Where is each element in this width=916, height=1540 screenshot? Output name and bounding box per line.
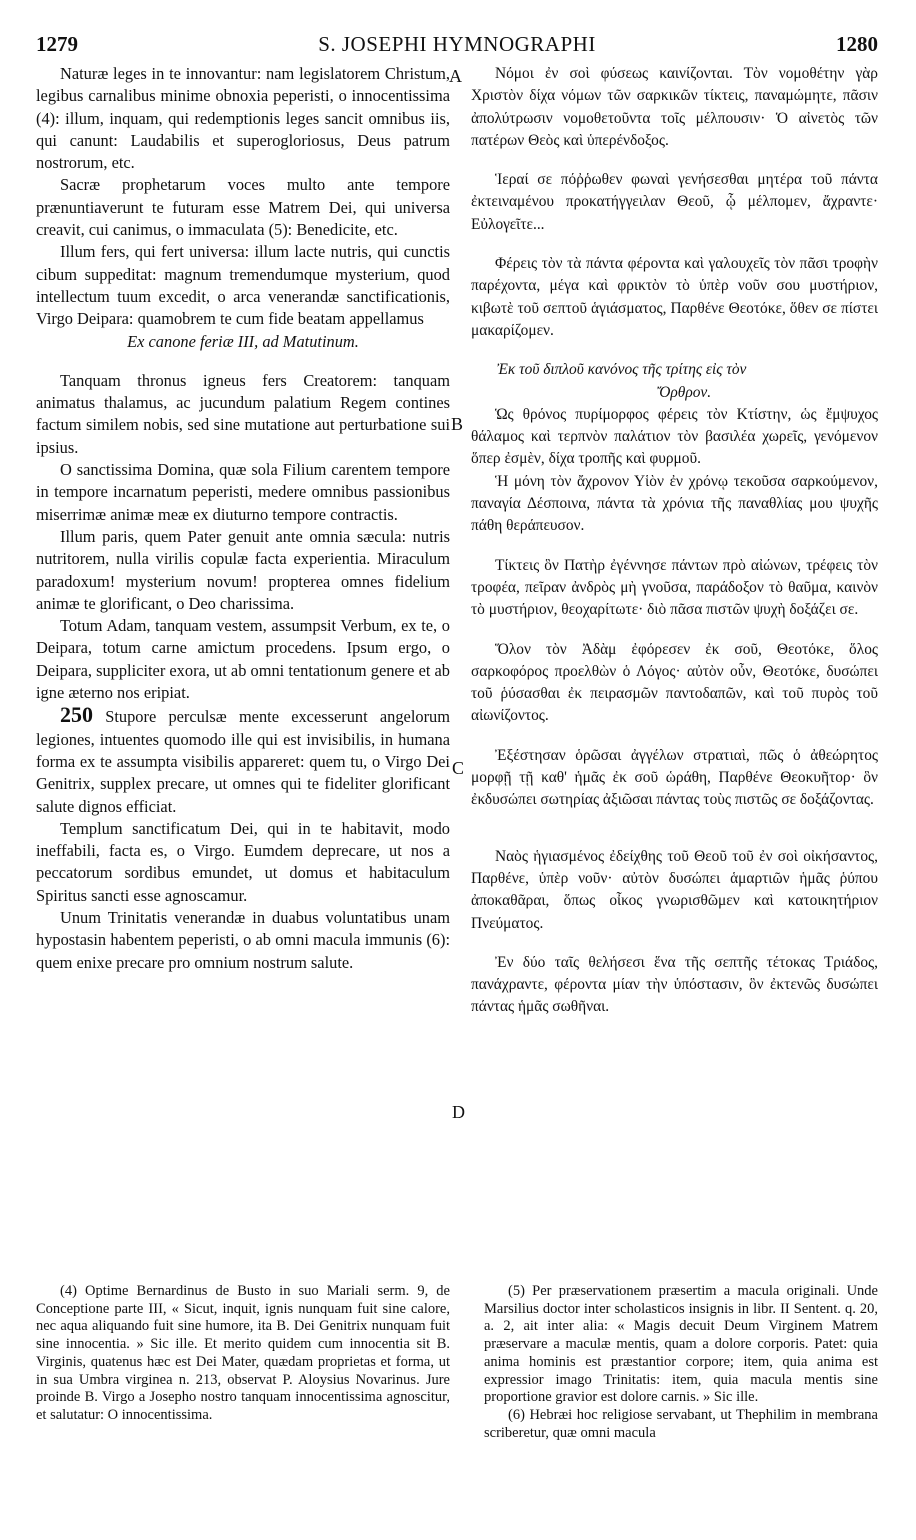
page-number-right: 1280 [836, 32, 878, 56]
latin-paragraph: O sanctissima Domina, quæ sola Filium carentem tempore in tempore incarnatum peperisti, medere omnibus passionibus miserrimæ animæ meæ ex diuturno tempore contractis. [36, 460, 450, 524]
greek-paragraph: Ἐν δύο ταῖς θελήσεσι ἕνα τῆς σεπτῆς τέτοκας Τριάδος, πανάχραντε, φέροντα μίαν τὴν ὑπόστασιν, ὃν ἐκτενῶς δυσώπει πάντας ἡμᾶς σωθῆναι. [471, 953, 878, 1016]
running-title: S. JOSEPHI HYMNOGRAPHI [318, 32, 596, 56]
greek-paragraph: Τίκτεις ὃν Πατὴρ ἐγέννησε πάντων πρὸ αἰώνων, τρέφεις τὸν τροφέα, πεῖραν ἀνδρὸς μὴ γνοῦσα, παράδοξον τὸ θαῦμα, καινὸν τὸ μυστήριον, θεοχαρίτωτε· διὸ πᾶσα πιστῶν ψυχὴ δοξάζει σε. [471, 556, 878, 619]
greek-paragraph: Φέρεις τὸν τὰ πάντα φέροντα καὶ γαλουχεῖς τὸν πᾶσι τροφὴν παρέχοντα, μέγα καὶ φρικτὸν τὸ ὑπὲρ νοῦν σου μυστήριον, κιβωτὲ τοῦ σεπτοῦ ἁγιάσματος, Παρθένε Θεοτόκε, ὅθεν σε πίστει μακαρίζομεν. [471, 255, 878, 339]
margin-letter-d: D [452, 1102, 465, 1122]
latin-section-heading: Ex canone feriæ III, ad Matutinum. [127, 331, 359, 351]
footnote: (4) Optime Bernardinus de Busto in suo Mariali serm. 9, de Conceptione parte III, « Sicut, inquit, ignis nunquam fuit sine calore, nec aqua aliquando fuit sine humore, ita B. Dei Genitrix nunquam fuit sine innocentia. » Sic ille. Et merito quidem cum innocentia sit B. Virginis, quatenus hæc est Dei Mater, quædam proprietas et forma, ut in sua Umbra virginea n. 213, observat P. Aloysius Novarinus. Jure proinde B. Virgo a Josepho nostro tanquam innocentissima agnoscitur, et salutatur: O innocentissima. [36, 1283, 450, 1423]
footnote: (6) Hebræi hoc religiose servabant, ut Thephilim in membrana scriberetur, quæ omni macula [484, 1406, 878, 1441]
latin-column [36, 63, 450, 974]
section-number: 250 [60, 702, 93, 728]
footnotes-right [484, 1283, 878, 1442]
page-number-left: 1279 [36, 32, 78, 56]
greek-section-heading [497, 359, 878, 404]
latin-paragraph: Illum paris, quem Pater genuit ante omnia sæcula: nutris nutritorem, nulla virilis copulæ facta experientia. Miraculum paradoxum! mysterium novum! propterea omnes fidelium animæ te glorificant, o Deo charissima. [36, 526, 450, 613]
latin-paragraph: Totum Adam, tanquam vestem, assumpsit Verbum, ex te, o Deipara, totum carne amictum procedens. Ipsum ergo, o Deipara, suppliciter exora, ut ab omni tentationum genere et ab igne æterno nos eripiat. [36, 616, 450, 703]
greek-heading-line: Ὄρθρον. [657, 383, 712, 401]
page-header [36, 32, 878, 56]
greek-paragraph: Ὡς θρόνος πυρίμορφος φέρεις τὸν Κτίστην, ὡς ἔμψυχος θάλαμος καὶ τερπνὸν παλάτιον τὸν βασιλέα χωρεῖς, γενόμενον ὅπερ ἐσμὲν, δίχα τροπῆς καὶ φυρμοῦ. [471, 405, 878, 468]
margin-letter-b: B [451, 414, 464, 434]
latin-paragraph: Unum Trinitatis venerandæ in duabus voluntatibus unam hypostasin habentem peperisti, o ab omni macula immunis (6): quem enixe precare pro omnium nostrum salute. [36, 907, 450, 972]
greek-paragraph: Ἡ μόνη τὸν ἄχρονον Υἱὸν ἐν χρόνῳ τεκοῦσα σαρκούμενον, παναγία Δέσποινα, πάντα τὰ χρόνια τῆς παναθλίας μου ψυχῆς πάθη θεράπευσον. [471, 472, 878, 535]
latin-paragraph: Naturæ leges in te innovantur: nam legislatorem Christum, legibus carnalibus minime obnoxia peperisti, o innocentissima (4): illum, inquam, qui redemptionis leges sancit omnibus iis, qui canunt: Laudabilis et superogloriosus, Deus patrum nostrorum, etc. [36, 64, 450, 173]
footnotes-left [36, 1283, 450, 1425]
greek-paragraph: Νόμοι ἐν σοὶ φύσεως καινίζονται. Τὸν νομοθέτην γὰρ Χριστὸν δίχα νόμων τῶν σαρκικῶν τίκτεις, παναμώμητε, πᾶσιν ἀπολύτρωσιν νομοθετοῦντα τοῖς μέλπουσιν· Ὁ αἰνετὸς τῶν πατέρων Θεὸς καὶ ὑπερένδοξος. [471, 65, 878, 149]
latin-paragraph: Tanquam thronus igneus fers Creatorem: tanquam animatus thalamus, ac jucundum palatium Regem contines factum similem nobis, sed sine mutatione aut perturbatione sui ipsius. [36, 370, 450, 457]
margin-letter-a: A [449, 66, 462, 86]
greek-paragraph: Ἱεραί σε πόῤῥωθεν φωναὶ γενήσεσθαι μητέρα τοῦ πάντα ἐκτειναμένου προκατήγγειλαν Θεοῦ, ᾧ μέλπομεν, ἄχραντε· Εὐλογεῖτε... [471, 171, 878, 233]
greek-paragraph: Ὅλον τὸν Ἀδὰμ ἐφόρεσεν ἐκ σοῦ, Θεοτόκε, ὅλος σαρκοφόρος προελθὼν ὁ Λόγος· αὐτὸν οὖν, Θεοτόκε, δυσώπει τοῦ ῥύσασθαι ἐκ πειρασμῶν παντοδαπῶν, καὶ τοῦ πυρὸς τοῦ αἰωνίζοντος. [471, 640, 878, 725]
latin-paragraph: Sacræ prophetarum voces multo ante tempore prænuntiaverunt te futuram esse Matrem Dei, qui universa creavit, cui canimus, o immaculata (5): Benedicite, etc. [36, 175, 450, 240]
greek-paragraph: Ἐξέστησαν ὁρῶσαι ἀγγέλων στρατιαὶ, πῶς ὁ ἀθεώρητος μορφῇ τῇ καθ' ἡμᾶς ἐκ σοῦ ὡράθη, Παρθένε Θεοκυῆτορ· ὃν ἐκδυσώπει σωτηρίας ἀξιῶσαι πάντας τοὺς πιστῶς σε δοξάζοντας. [471, 746, 878, 809]
greek-heading-line: Ἐκ τοῦ διπλοῦ κανόνος τῆς τρίτης εἰς τὸν [497, 361, 747, 379]
latin-paragraph [36, 704, 450, 817]
latin-paragraph: Templum sanctificatum Dei, qui in te habitavit, modo ineffabili, facta es, o Virgo. Eumdem deprecare, ut nos a peccatorum sordibus emundet, ut domus et habitaculum Spiritus sancti esse agnoscamur. [36, 818, 450, 905]
greek-paragraph: Ναὸς ἡγιασμένος ἐδείχθης τοῦ Θεοῦ τοῦ ἐν σοὶ οἰκήσαντος, Παρθένε, ὑπὲρ νοῦν· αὐτὸν δυσώπει ἁμαρτιῶν ἡμᾶς ῥύπου ἀποκαθᾶραι, ὅπως οἶκος γνωρισθῶμεν καὶ κατοικητήριον Πνεύματος. [471, 847, 878, 932]
margin-letter-c: C [452, 758, 465, 778]
latin-paragraph: Illum fers, qui fert universa: illum lacte nutris, qui cunctis cibum suppeditat: magnum tremendumque mysterium, quod intellectum tuum excedit, o arca venerandæ sanctificationis, Virgo Deipara: quamobrem te cum fide beatam appellamus [36, 242, 450, 329]
latin-paragraph-text: Stupore perculsæ mente excesserunt angelorum legiones, intuentes quomodo ille qui est invisibilis, in humana forma ex te assumpta visibilis appareret: quem tu, o Virgo Dei Genitrix, supplex precare, ut omnes qui te fideliter glorificant salute dignos efficiat. [36, 707, 450, 816]
greek-column [471, 63, 878, 1019]
footnote: (5) Per præservationem præsertim a macula originali. Unde Marsilius doctor inter scholasticos insignis in libr. II Sentent. q. 20, a. 2, ait inter alia: « Magis decuit Deum Virginem Matrem præservare a maculæ mentis, quam a dolore corporis. Patet: quia anima hominis est præstantior corpore; item, quia anima est expressior imago Trinitatis: item, quia macula mentis sine proportione gravior est dolore carnis. » Sic ille. [484, 1283, 878, 1406]
